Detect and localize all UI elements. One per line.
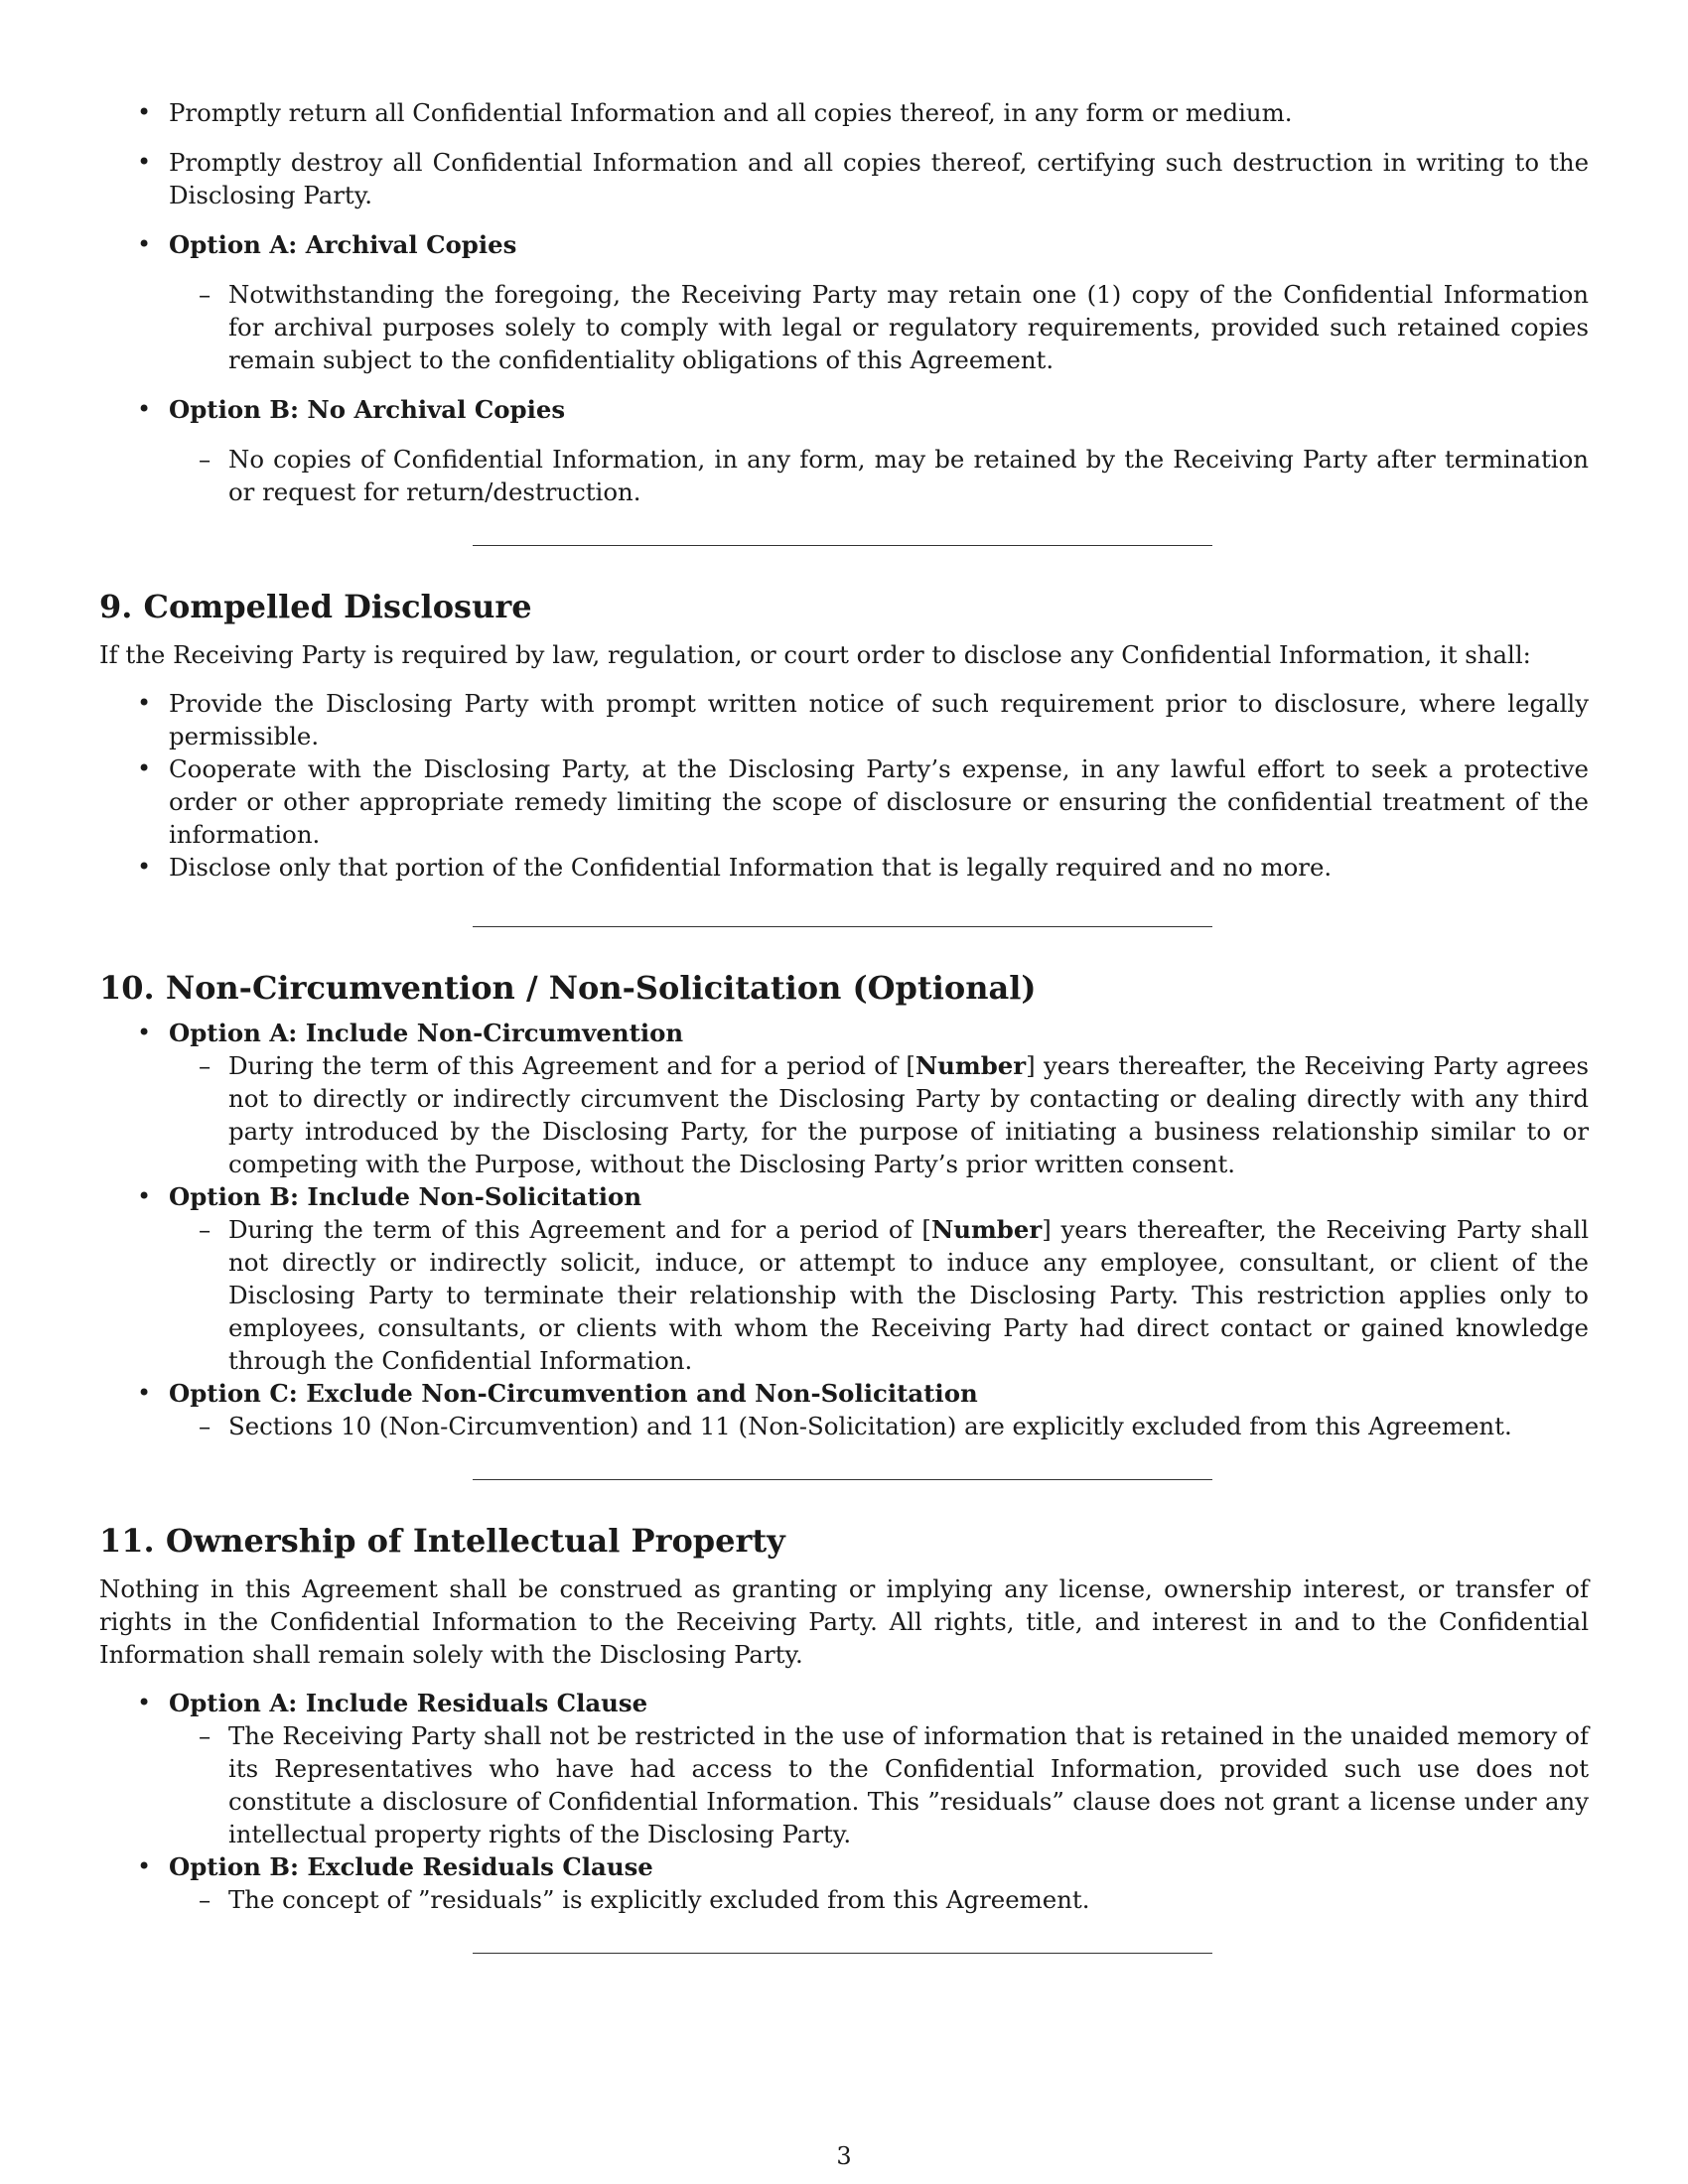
sub-list-item: – During the term of this Agreement and for a period of [Number] years thereafter, the Receiving Party agrees not to directly or indirectly circumvent the Disclosing Party by contacting or dealing directly with any third party introduced by the Disclosing Party, for the purpose of initiating a business relationship similar to or competing with the Purpose, without the Disclosing Party’s prior written consent. (99, 1049, 1589, 1180)
sub-list-item: – Sections 10 (Non-Circumvention) and 11 (Non-Solicitation) are explicitly excluded from this Agreement. (99, 1410, 1589, 1442)
placeholder-number: Number (930, 1215, 1043, 1244)
option-title: Option B: No Archival Copies (169, 395, 566, 424)
option-title: Option C: Exclude Non-Circumvention and Non-Solicitation (169, 1379, 978, 1408)
list-item (99, 1687, 1589, 1850)
options-list (99, 1017, 1589, 1442)
sub-list (169, 1719, 1589, 1850)
option-title: Option B: Exclude Residuals Clause (169, 1852, 653, 1881)
section-heading: 9. Compelled Disclosure (99, 588, 532, 625)
section-divider (473, 1479, 1212, 1480)
section-intro: Nothing in this Agreement shall be construed as granting or implying any license, ownership interest, or transfer of rights in the Confidential Information to the Receiving Party. All rights, title, and interest in and to the Confidential Information shall remain solely with the Disclosing Party. (99, 1574, 1589, 1669)
list-item: • Disclose only that portion of the Confidential Information that is legally required and no more. (99, 851, 1589, 884)
list-item (99, 1377, 1589, 1442)
list-item (99, 1180, 1589, 1377)
section-divider (473, 1953, 1212, 1954)
return-destroy-list (99, 96, 1589, 508)
sub-list (169, 443, 1589, 508)
option-title: Option A: Include Residuals Clause (169, 1689, 648, 1717)
sub-list (169, 1410, 1589, 1442)
sub-list (169, 1213, 1589, 1377)
sub-list-item: – Notwithstanding the foregoing, the Receiving Party may retain one (1) copy of the Confidential Information for archival purposes solely to comply with legal or regulatory requirements, provided such retained copies remain subject to the confidentiality obligations of this Agreement. (99, 278, 1589, 376)
list-item (99, 228, 1589, 376)
sub-list (169, 1883, 1589, 1916)
sub-list (169, 278, 1589, 376)
page-number: 3 (836, 2142, 852, 2170)
sub-list-item: – No copies of Confidential Information, in any form, may be retained by the Receiving Party after termination or request for return/destruction. (99, 443, 1589, 508)
section-divider (473, 545, 1212, 546)
list-item: • Promptly return all Confidential Information and all copies thereof, in any form or medium. (99, 96, 1589, 129)
section-heading: 11. Ownership of Intellectual Property (99, 1522, 785, 1560)
placeholder-number: Number (914, 1051, 1027, 1080)
option-title: Option A: Archival Copies (169, 230, 517, 259)
section-divider (473, 926, 1212, 927)
list-item: • Cooperate with the Disclosing Party, at the Disclosing Party’s expense, in any lawful effort to seek a protective order or other appropriate remedy limiting the scope of disclosure or ensuring the confidential treatment of the information. (99, 752, 1589, 851)
list-item (99, 1850, 1589, 1916)
list-item (99, 1017, 1589, 1180)
sub-list (169, 1049, 1589, 1180)
option-title: Option B: Include Non-Solicitation (169, 1182, 642, 1211)
list-item: • Promptly destroy all Confidential Information and all copies thereof, certifying such destruction in writing to the Disclosing Party. (99, 146, 1589, 211)
options-list (99, 1687, 1589, 1916)
sub-list-item: – During the term of this Agreement and for a period of [Number] years thereafter, the Receiving Party shall not directly or indirectly solicit, induce, or attempt to induce any employee, consultant, or client of the Disclosing Party to terminate their relationship with the Disclosing Party. This restriction applies only to employees, consultants, or clients with whom the Receiving Party had direct contact or gained knowledge through the Confidential Information. (99, 1213, 1589, 1377)
compelled-disclosure-list (99, 687, 1589, 884)
sub-list-item: – The Receiving Party shall not be restricted in the use of information that is retained in the unaided memory of its Representatives who have had access to the Confidential Information, provided such use does not constitute a disclosure of Confidential Information. This ”residuals” clause does not grant a license under any intellectual property rights of the Disclosing Party. (99, 1719, 1589, 1850)
list-item (99, 393, 1589, 508)
option-title: Option A: Include Non-Circumvention (169, 1019, 684, 1047)
section-heading: 10. Non-Circumvention / Non-Solicitation (Optional) (99, 969, 1037, 1007)
sub-list-item: – The concept of ”residuals” is explicitly excluded from this Agreement. (99, 1883, 1589, 1916)
document-page (99, 96, 1589, 1954)
list-item: • Provide the Disclosing Party with prompt written notice of such requirement prior to disclosure, where legally permissible. (99, 687, 1589, 752)
section-intro: If the Receiving Party is required by law, regulation, or court order to disclose any Confidential Information, it shall: (99, 640, 1531, 669)
